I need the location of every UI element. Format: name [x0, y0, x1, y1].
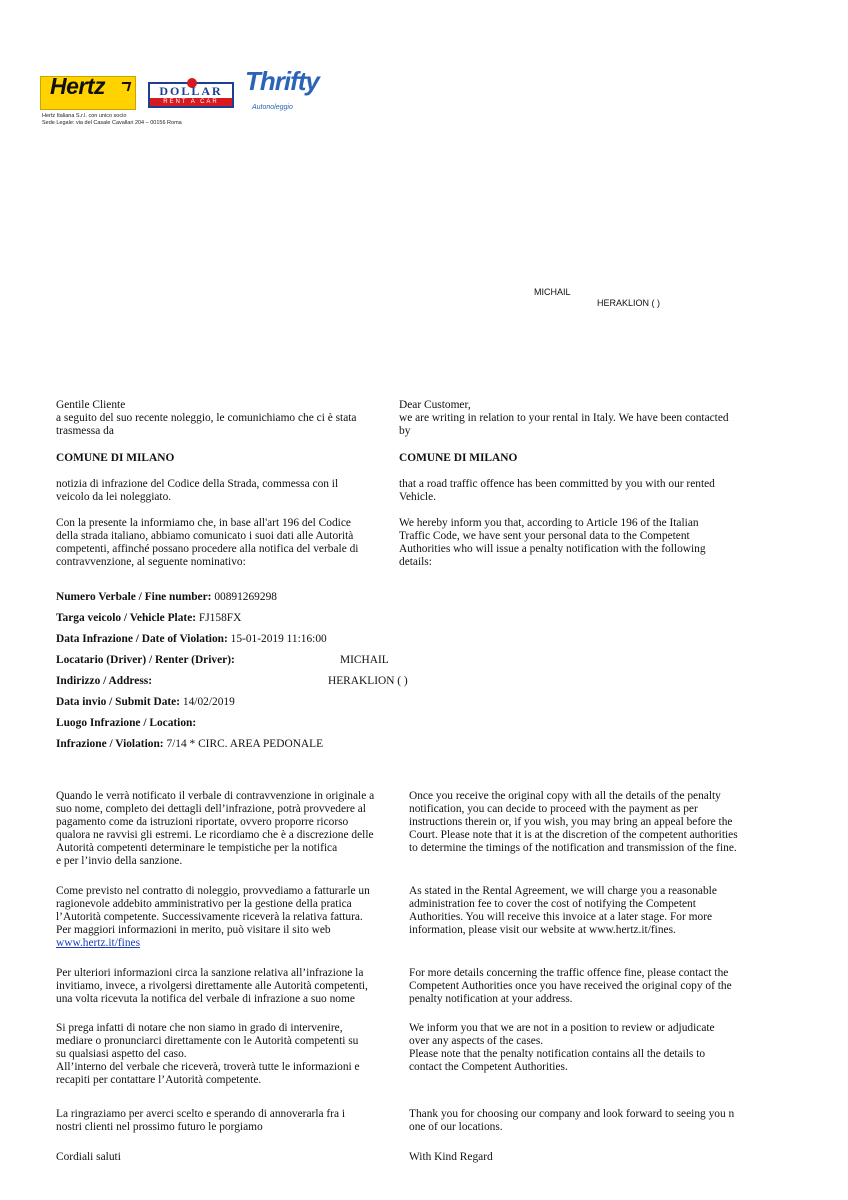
authority-english: COMUNE DI MILANO	[399, 452, 518, 464]
body-it-p4: Si prega infatti di notare che non siamo in grado di intervenire, mediare o pronunciarci direttamente con le Autorità competenti su su qualsiasi aspetto del caso. All’interno del verbale che riceverà, troverà tutte le informazioni e recapiti per contattare l’Autorità competente.	[56, 1022, 360, 1086]
thrifty-logo-subtitle: Autonoleggio	[252, 104, 293, 111]
vehicle-plate: Targa veicolo / Vehicle Plate: FJ158FX	[56, 612, 242, 624]
body-en-p5: Thank you for choosing our company and look forward to seeing you n one of our locations.	[409, 1108, 735, 1133]
thrifty-logo: Thrifty	[245, 66, 319, 96]
fine-number: Numero Verbale / Fine number: 00891269298	[56, 591, 277, 603]
violation-date: Data Infrazione / Date of Violation: 15-01-2019 11:16:00	[56, 633, 327, 645]
intro-italian: Gentile Cliente a seguito del suo recente noleggio, le comunichiamo che ci è stata trasmessa da	[56, 399, 357, 437]
body-en-p2: As stated in the Rental Agreement, we will charge you a reasonable administration fee to cover the cost of notifying the Competent Authorities. You will receive this invoice at a later stage. For more information, please visit our website at www.hertz.it/fines.	[409, 885, 717, 936]
body-en-p1: Once you receive the original copy with all the details of the penalty notification, you can decide to proceed with the payment as per instructions therein or, if you wish, you may bring an appeal before the Court. Please note that it is at the discretion of the competent authorities to determine the timings of the notification and transmission of the fine.	[409, 790, 738, 854]
body-it-p2: Come previsto nel contratto di noleggio, provvediamo a fatturarle un ragionevole addebito amministrativo per la gestione della pratica l’Autorità competente. Successivamente riceverà la relativa fattura. Per maggiori informazioni in merito, può visitare il sito web www.hertz.it/fines	[56, 885, 370, 949]
offence-english: that a road traffic offence has been committed by you with our rented Vehicle.	[399, 478, 715, 503]
violation-location: Luogo Infrazione / Location:	[56, 717, 197, 729]
driver-address: Indirizzo / Address:	[56, 675, 152, 687]
violation-type: Infrazione / Violation: 7/14 * CIRC. AREA PEDONALE	[56, 738, 324, 750]
body-en-p4: We inform you that we are not in a position to review or adjudicate over any aspects of the cases. Please note that the penalty notification contains all the details to contact the Competent Authorities.	[409, 1022, 715, 1073]
company-info: Hertz Italiana S.r.l. con unico socio Sede Legale: via del Casale Cavallari 204 – 00156 Roma	[42, 113, 182, 126]
fines-website-link[interactable]: www.hertz.it/fines	[56, 937, 141, 949]
info-italian: Con la presente la informiamo che, in base all'art 196 del Codice della strada italiano, abbiamo comunicato i suoi dati alle Autorità competenti, affinché possano procedere alla notifica del verbale di contravvenzione, al seguente nominativo:	[56, 517, 359, 568]
dollar-logo: DOLLAR RENT A CAR	[148, 82, 234, 108]
closing-italian: Cordiali saluti	[56, 1151, 121, 1163]
renter-driver: Locatario (Driver) / Renter (Driver):	[56, 654, 235, 666]
body-it-p3: Per ulteriori informazioni circa la sanzione relativa all’infrazione la invitiamo, invece, a rivolgersi direttamente alle Autorità competenti, una volta ricevuta la notifica del verbale di infrazione a suo nome	[56, 967, 368, 1005]
recipient-name: MICHAIL	[534, 287, 571, 297]
closing-english: With Kind Regard	[409, 1151, 493, 1163]
submit-date: Data invio / Submit Date: 14/02/2019	[56, 696, 235, 708]
offence-italian: notizia di infrazione del Codice della Strada, commessa con il veicolo da lei noleggiato.	[56, 478, 339, 503]
brand-logos	[40, 66, 350, 118]
body-it-p1: Quando le verrà notificato il verbale di contravvenzione in originale a suo nome, completo dei dettagli dell’infrazione, potrà provvedere al pagamento come da istruzioni riportate, ovvero proporre ricorso qualora ne ravvisi gli estremi. Le ricordiamo che è a discrezione delle Autorità competenti determinare le tempistiche per la notifica e per l’invio della sanzione.	[56, 790, 375, 867]
body-it-p5: La ringraziamo per averci scelto e sperando di annoverarla fra i nostri clienti nel prossimo futuro le porgiamo	[56, 1108, 346, 1133]
body-en-p3: For more details concerning the traffic offence fine, please contact the Competent Authorities once you have received the original copy of the penalty notification at your address.	[409, 967, 732, 1005]
renter-driver-value: MICHAIL	[340, 654, 389, 666]
hertz-logo: Hertz	[40, 76, 136, 110]
info-english: We hereby inform you that, according to Article 196 of the Italian Traffic Code, we have sent your personal data to the Competent Authorities who will issue a penalty notification with the following details:	[399, 517, 706, 568]
authority-italian: COMUNE DI MILANO	[56, 452, 175, 464]
intro-english: Dear Customer, we are writing in relation to your rental in Italy. We have been contacted by	[399, 399, 729, 437]
recipient-city: HERAKLION ( )	[597, 298, 661, 308]
driver-address-value: HERAKLION ( )	[328, 675, 408, 687]
